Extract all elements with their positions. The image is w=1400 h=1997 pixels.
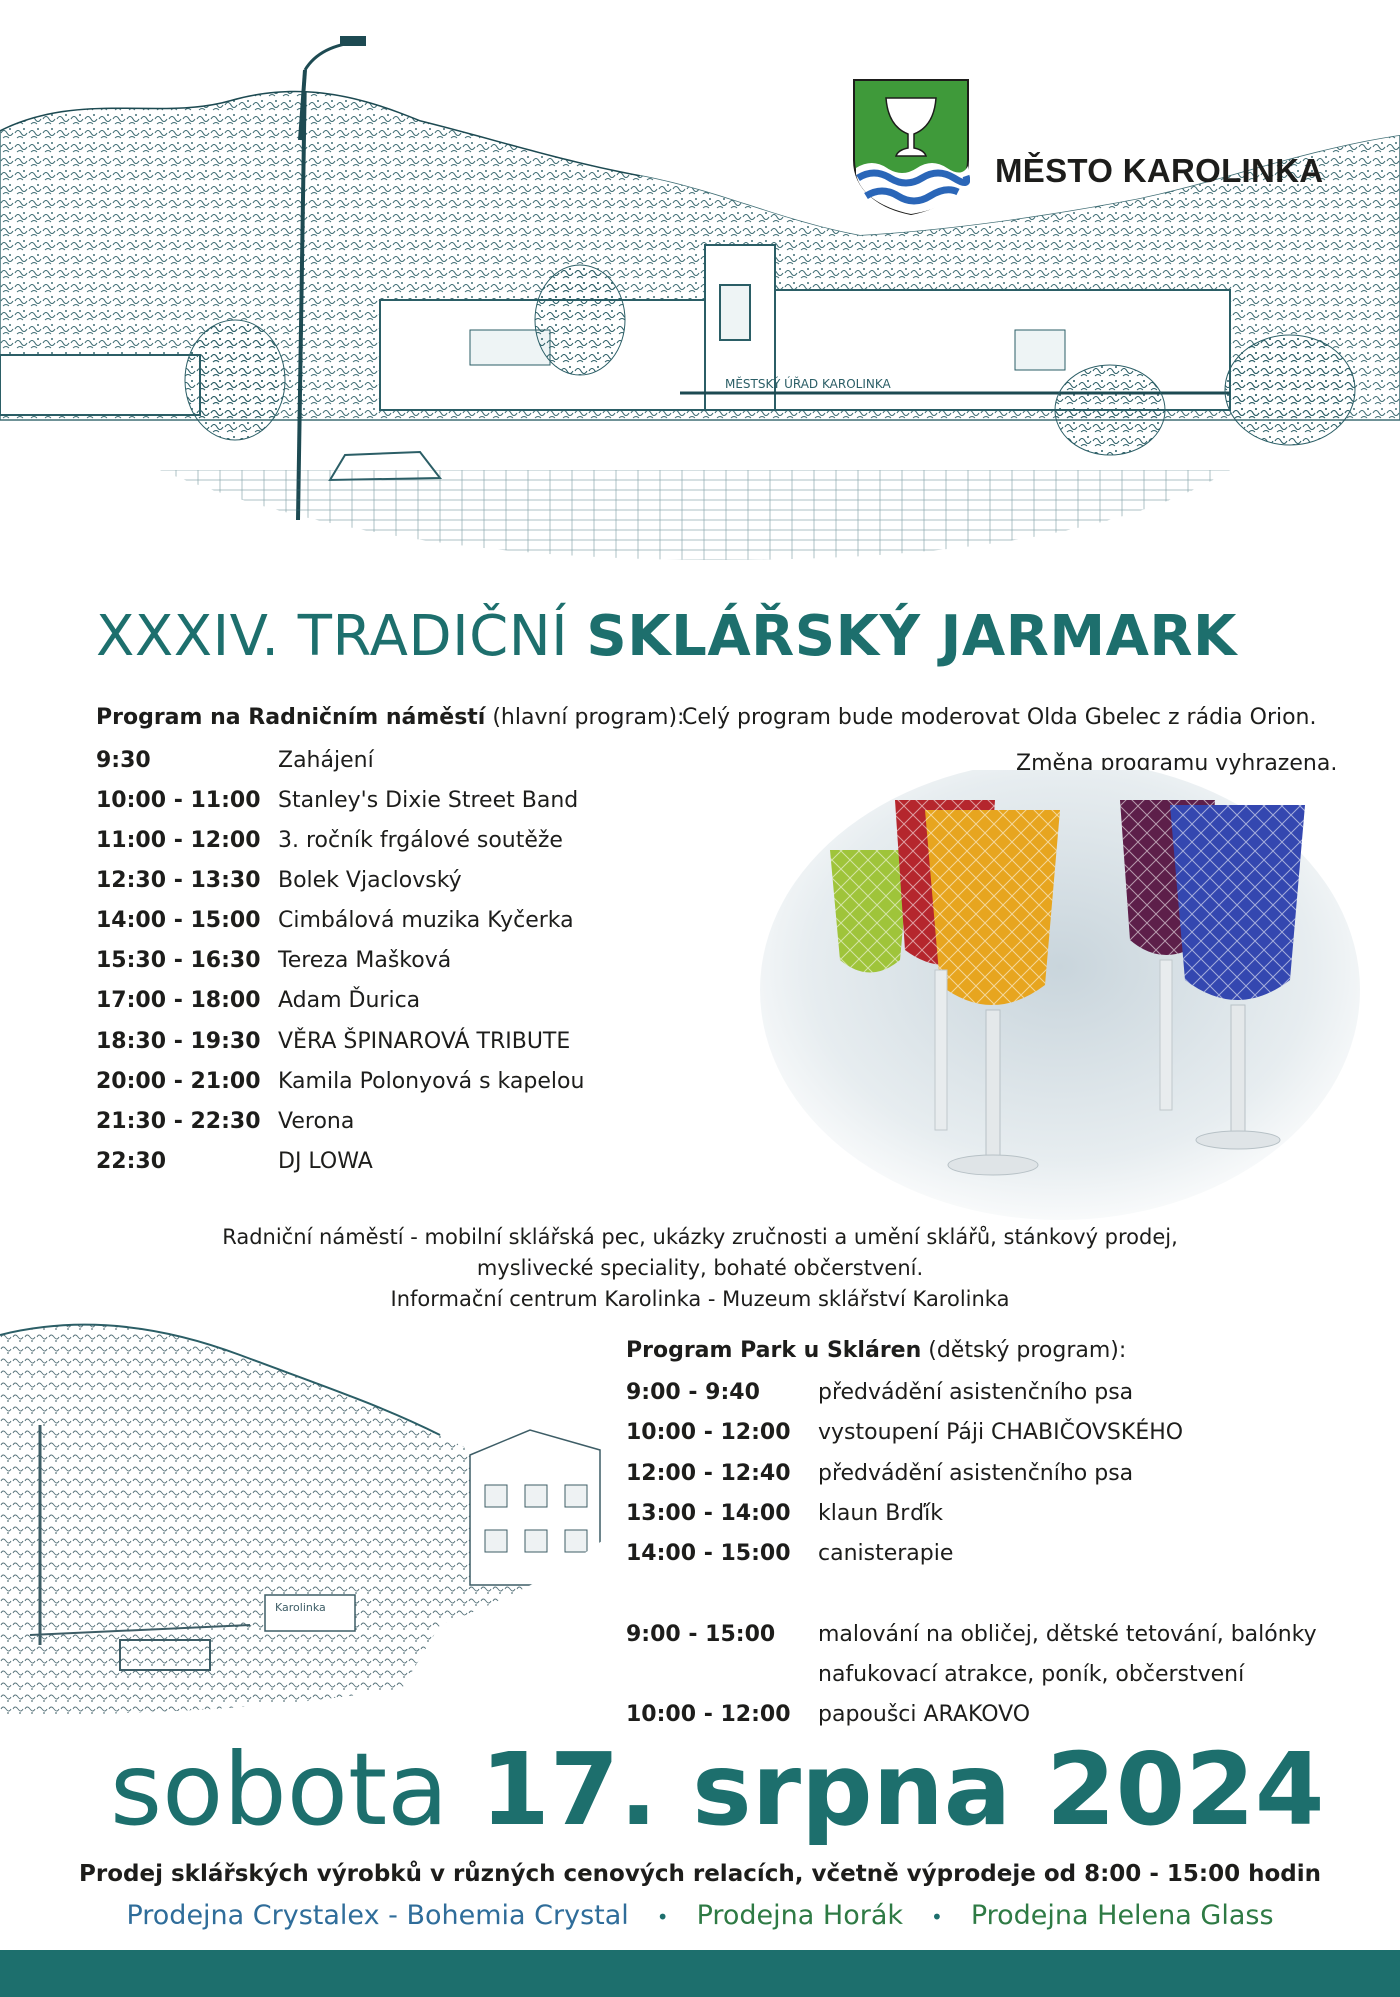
program-act: předvádění asistenčního psa [818,1461,1134,1486]
program-time: 10:00 - 12:00 [626,1420,791,1445]
program-time: 11:00 - 12:00 [96,828,261,853]
program-act: Stanley's Dixie Street Band [278,788,579,813]
program-act: vystoupení Páji CHABIČOVSKÉHO [818,1420,1184,1445]
program-act: Tereza Mašková [278,948,452,973]
program-act: předvádění asistenčního psa [818,1380,1134,1405]
town-name: MĚSTO KAROLINKA [995,152,1324,189]
town-crest-logo [852,78,970,216]
kids-program-heading-rest: (dětský program): [921,1338,1127,1363]
program-time: 22:30 [96,1149,167,1174]
program-time: 12:30 - 13:30 [96,868,261,893]
event-title [96,604,1336,669]
shop-helena-glass: Prodejna Helena Glass [970,1900,1274,1931]
program-act: malování na obličej, dětské tetování, balónky [818,1622,1317,1647]
program-act: DJ LOWA [278,1149,373,1174]
shop-horak: Prodejna Horák [696,1900,904,1931]
program-time: 21:30 - 22:30 [96,1109,261,1134]
kids-program-list [626,1380,1366,1730]
program-act: Adam Ďurica [278,988,421,1013]
building-sign: MĚSTSKÝ ÚŘAD KAROLINKA [725,377,891,391]
main-program-list [96,748,716,1188]
park-illustration [0,1295,610,1725]
program-act: Bolek Vjaclovský [278,868,462,893]
program-time: 15:30 - 16:30 [96,948,261,973]
program-act: nafukovací atrakce, poník, občerstvení [818,1662,1245,1687]
program-time: 10:00 - 11:00 [96,788,261,813]
event-date [110,1731,1325,1848]
program-time: 12:00 - 12:40 [626,1461,791,1486]
program-time: 13:00 - 14:00 [626,1501,791,1526]
program-act: Zahájení [278,748,374,773]
main-program-heading-rest: (hlavní program): [485,705,685,730]
program-act: Kamila Polonyová s kapelou [278,1069,585,1094]
crystal-glasses-image [760,770,1360,1220]
title-main: SKLÁŘSKÝ JARMARK [586,604,1237,669]
main-program-heading-bold: Program na Radničním náměstí [96,705,486,730]
title-prefix: XXXIV. TRADIČNÍ [96,604,587,669]
program-time: 17:00 - 18:00 [96,988,261,1013]
program-time: 14:00 - 15:00 [626,1541,791,1566]
program-act: 3. ročník frgálové soutěže [278,828,563,853]
square-info-line: Radniční náměstí - mobilní sklářská pec, ukázky zručnosti a umění sklářů, stánkový prodej, [222,1225,1178,1249]
moderator-note: Celý program bude moderovat Olda Gbelec z rádia Orion. [682,705,1317,730]
program-act: Verona [278,1109,355,1134]
date-weekday: sobota [110,1731,481,1848]
shops-line [40,1900,1360,1931]
program-act: papoušci ARAKOVO [818,1702,1031,1727]
program-time: 9:30 [96,748,151,773]
footer-bar [0,1950,1400,1997]
program-time: 10:00 - 12:00 [626,1702,791,1727]
program-time: 9:00 - 15:00 [626,1622,776,1647]
square-info-line: myslivecké speciality, bohaté občerstvení. [476,1256,924,1280]
program-act: canisterapie [818,1541,954,1566]
program-act: klaun Brďík [818,1501,943,1526]
program-time: 18:30 - 19:30 [96,1029,261,1054]
sale-note: Prodej sklářských výrobků v různých cenových relacích, včetně výprodeje od 8:00 - 15:00 hodin [79,1861,1321,1887]
shop-crystalex: Prodejna Crystalex - Bohemia Crystal [126,1900,629,1931]
program-act: VĚRA ŠPINAROVÁ TRIBUTE [278,1029,571,1054]
date-day: 17. srpna 2024 [480,1731,1325,1848]
park-sign: Karolinka [275,1601,326,1614]
square-info-line: Informační centrum Karolinka - Muzeum sklářství Karolinka [390,1287,1010,1311]
program-time: 20:00 - 21:00 [96,1069,261,1094]
town-hall-illustration [0,0,1400,600]
program-act: Cimbálová muzika Kyčerka [278,908,574,933]
program-time: 9:00 - 9:40 [626,1380,760,1405]
program-time: 14:00 - 15:00 [96,908,261,933]
change-note: Změna programu vyhrazena. [1016,751,1338,776]
kids-program-heading-bold: Program Park u Skláren [626,1338,922,1363]
separator-dot: • [656,1904,669,1929]
kids-program-heading [626,1338,1126,1363]
main-program-heading [96,705,684,730]
separator-dot: • [931,1904,943,1929]
